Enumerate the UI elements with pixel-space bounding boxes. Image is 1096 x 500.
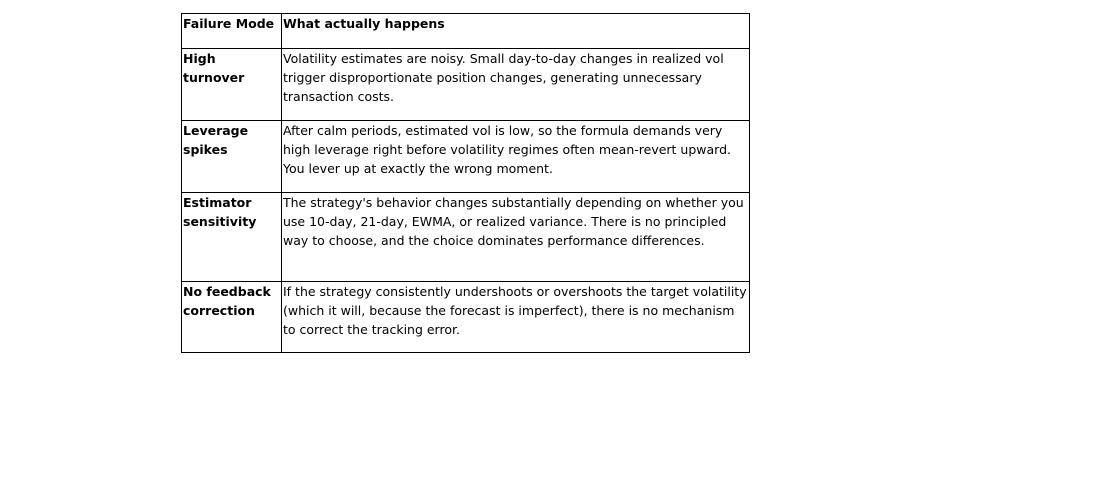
table-row (182, 193, 750, 282)
table-row (182, 282, 750, 353)
failure-mode-cell: High turnover (182, 49, 282, 121)
header-what-happens: What actually happens (282, 14, 750, 49)
table-header-row (182, 14, 750, 49)
header-failure-mode: Failure Mode (182, 14, 282, 49)
table-row (182, 49, 750, 121)
failure-mode-cell: Leverage spikes (182, 121, 282, 193)
description-cell: After calm periods, estimated vol is low, so the formula demands very high leverage right before volatility regimes often mean-revert upward. You lever up at exactly the wrong moment. (282, 121, 750, 193)
failure-mode-cell: Estimator sensitivity (182, 193, 282, 282)
failure-mode-cell: No feedback correction (182, 282, 282, 353)
description-cell: Volatility estimates are noisy. Small day-to-day changes in realized vol trigger disproportionate position changes, generating unnecessary transaction costs. (282, 49, 750, 121)
description-cell: If the strategy consistently undershoots or overshoots the target volatility (which it will, because the forecast is imperfect), there is no mechanism to correct the tracking error. (282, 282, 750, 353)
table-row (182, 121, 750, 193)
failure-mode-table (181, 13, 750, 353)
description-cell: The strategy's behavior changes substantially depending on whether you use 10-day, 21-day, EWMA, or realized variance. There is no principled way to choose, and the choice dominates performance differences. (282, 193, 750, 282)
